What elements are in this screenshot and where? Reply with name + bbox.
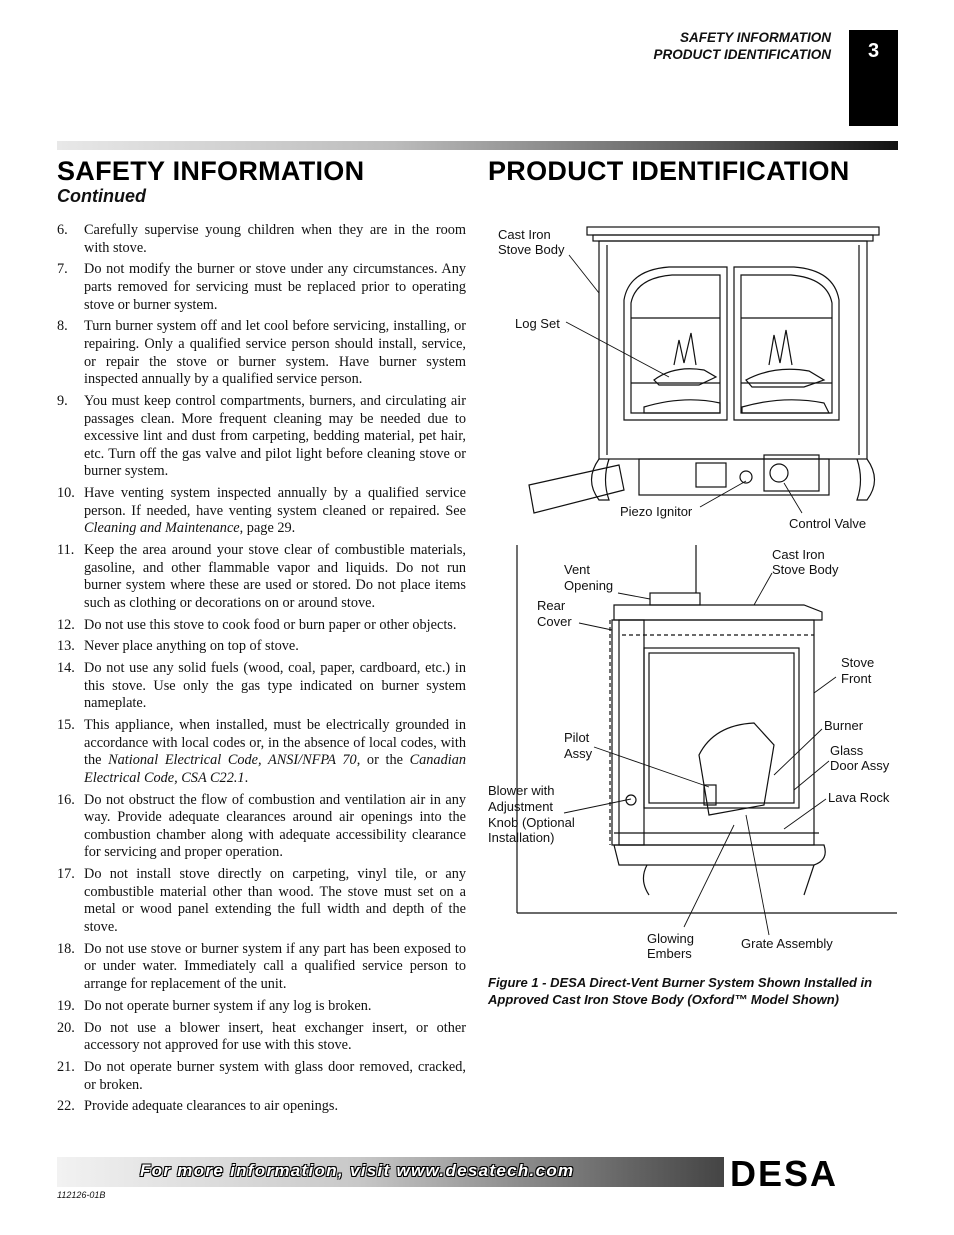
stove-front-view: [529, 227, 879, 513]
label-grate-assembly: Grate Assembly: [741, 936, 833, 951]
label-blower-1: Blower with: [488, 783, 555, 798]
label-stove: Stove: [841, 655, 875, 670]
label-lava-rock: Lava Rock: [828, 790, 890, 805]
label-piezo-ignitor: Piezo Ignitor: [620, 504, 693, 519]
running-header-line2: PRODUCT IDENTIFICATION: [653, 47, 831, 62]
svg-text:DESA: DESA: [730, 1156, 839, 1190]
label-blower-4: Installation): [488, 830, 555, 845]
label-stove-body: Stove Body: [498, 242, 565, 257]
label-opening: Opening: [564, 578, 614, 593]
list-item: 19. Do not operate burner system if any log is broken.: [57, 997, 372, 1014]
label-blower-2: Adjustment: [488, 799, 554, 814]
label-rear: Rear: [537, 598, 566, 613]
label-burner: Burner: [824, 718, 864, 733]
list-item: 16. Do not obstruct the flow of combustion and ventilation air in any way. Provide adequate clearances around air openings into the combustion chamber along with adequate accessibility clearance for servicing and proper operation.: [57, 791, 466, 861]
list-item: 7. Do not modify the burner or stove under any circumstances. Any parts removed for servicing must be replaced prior to operating stove or burner system.: [57, 261, 466, 313]
label-log-set: Log Set: [515, 316, 560, 331]
label-blower-3: Knob (Optional: [488, 815, 575, 830]
stove-diagram: [484, 215, 898, 970]
list-item: 22. Provide adequate clearances to air openings.: [57, 1098, 339, 1115]
page-number-tab: 3: [849, 30, 898, 126]
list-item: 20. Do not use a blower insert, heat exchanger insert, or other accessory not approved for use with this stove.: [57, 1019, 466, 1054]
label-control-valve: Control Valve: [789, 516, 867, 531]
list-item: 12. Do not use this stove to cook food or burn paper or other objects.: [57, 616, 457, 633]
list-item: 15. This appliance, when installed, must be electrically grounded in accordance with local codes or, in the absence of local codes, with the National Electrical Code, ANSI/NFPA 70, or the Canadian Electrical Code, CSA C22.1.: [57, 717, 466, 786]
footer-link-text[interactable]: For more information, visit www.desatech.com: [140, 1161, 575, 1180]
label-assy: Assy: [564, 746, 593, 761]
label-vent: Vent: [564, 562, 591, 577]
safety-list: [57, 222, 466, 1120]
label-stove-body-2: Stove Body: [772, 562, 839, 577]
label-front: Front: [841, 671, 872, 686]
list-item: 17. Do not install stove directly on carpeting, vinyl tile, or any combustible material other than wood. The stove must set on a metal or wood panel extending the full width and depth of the stove.: [57, 866, 466, 936]
list-item: 8. Turn burner system off and let cool before servicing, installing, or repairing. Only a qualified service person should install, service, or repair the stove or burner system. Have burner system inspected annually by a qualified service person.: [57, 318, 466, 388]
label-cast-iron: Cast Iron: [498, 227, 551, 242]
running-header: [654, 29, 832, 63]
figure-caption: Figure 1 - DESA Direct-Vent Burner System Shown Installed in Approved Cast Iron Stove Body (Oxford™ Model Shown): [488, 975, 873, 1007]
reference-link: Cleaning and Maintenance: [84, 520, 240, 537]
label-cast-iron-2: Cast Iron: [772, 547, 825, 562]
list-item: 21. Do not operate burner system with glass door removed, cracked, or broken.: [57, 1058, 466, 1093]
list-item: 10. Have venting system inspected annually by a qualified service person. If needed, have venting system cleaned or repaired. See Cleaning and Maintenance, page 29.: [57, 485, 466, 537]
desa-logo: [724, 1156, 898, 1190]
header-rule: [57, 141, 898, 150]
label-glowing: Glowing: [647, 931, 694, 946]
list-item: 18. Do not use stove or burner system if any part has been exposed to or under water. Immediately call a qualified service person to arrange for replacement of the unit.: [57, 940, 466, 992]
safety-subtitle: Continued: [57, 186, 146, 206]
label-embers: Embers: [647, 946, 692, 961]
list-item: 9. You must keep control compartments, burners, and circulating air passages clean. More frequent cleaning may be needed due to excessive lint and dust from carpeting, bedding material, pet hair, etc. Turn off the gas valve and pilot light before cleaning stove or burner system.: [57, 392, 466, 480]
running-header-line1: SAFETY INFORMATION: [680, 30, 831, 45]
label-glass: Glass: [830, 743, 864, 758]
list-item: 11. Keep the area around your stove clear of combustible materials, gasoline, and other flammable vapor and liquids. Do not run burner system where these are used or stored. Do not place items such as clothing or decorations on or around stove.: [57, 542, 466, 611]
label-door-assy: Door Assy: [830, 758, 890, 773]
product-title: PRODUCT IDENTIFICATION: [488, 156, 850, 186]
safety-title: SAFETY INFORMATION: [57, 156, 365, 186]
list-item: 13. Never place anything on top of stove.: [57, 638, 299, 655]
document-number: 112126-01B: [57, 1190, 106, 1200]
list-item: 14. Do not use any solid fuels (wood, coal, paper, cardboard, etc.) in this stove. Use only the gas type indicated on burner system nameplate.: [57, 660, 466, 712]
list-item: 6. Carefully supervise young children when they are in the room with stove.: [57, 222, 466, 256]
label-cover: Cover: [537, 614, 572, 629]
label-pilot: Pilot: [564, 730, 590, 745]
